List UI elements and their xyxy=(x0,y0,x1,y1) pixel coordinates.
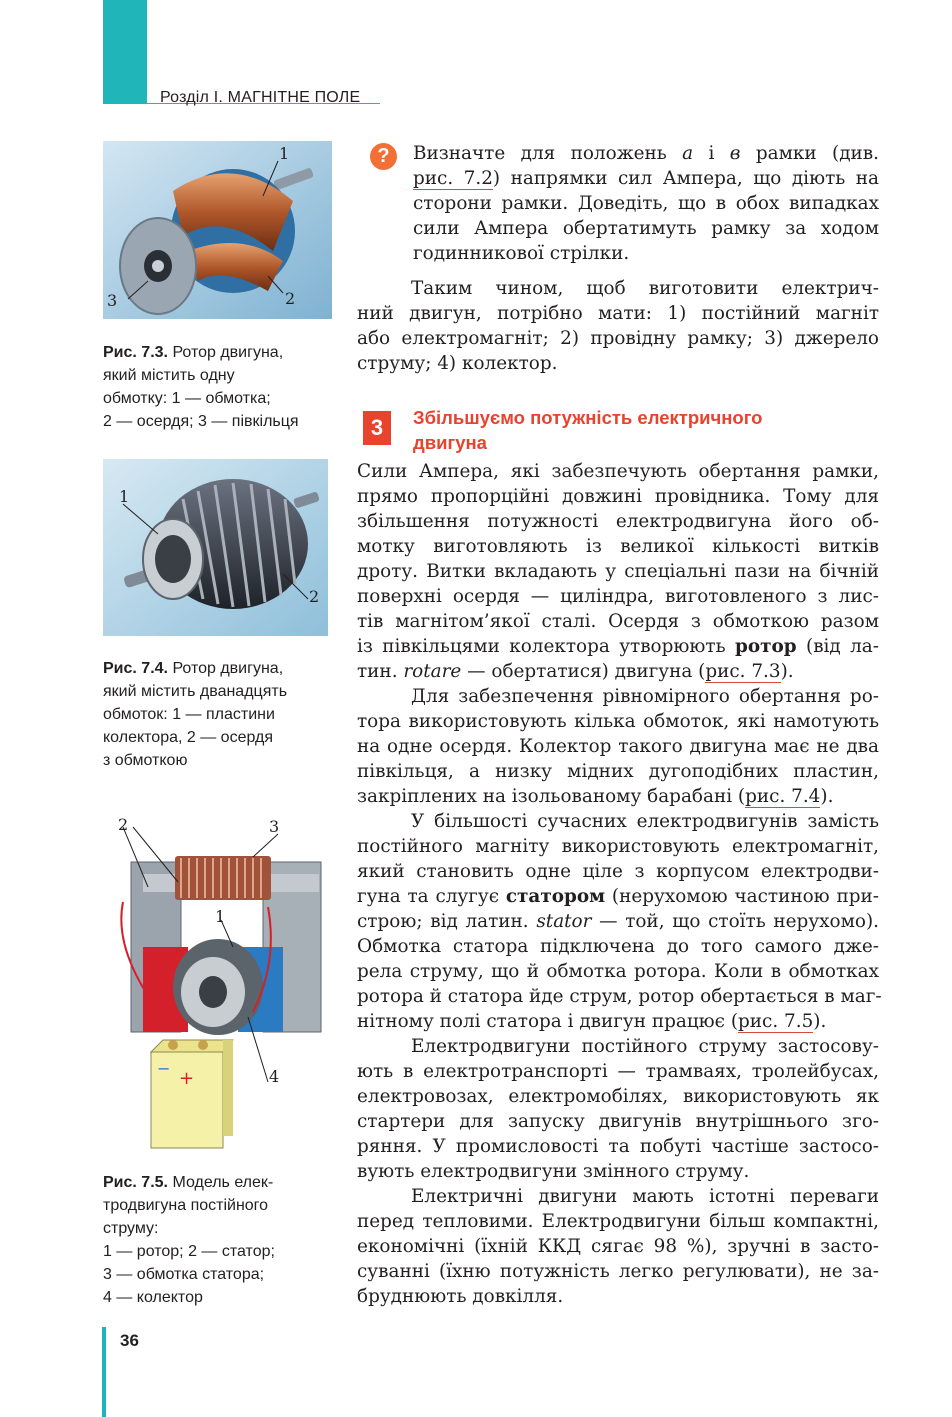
paragraph-line: суванні (їхню потужність легко регулювати), не за- xyxy=(357,1261,879,1282)
paragraph-line: економічні (їхній ККД сягає 98 %), зручні в засто- xyxy=(357,1236,879,1257)
paragraph-line: Електричні двигуни мають істотні переваги xyxy=(411,1186,879,1207)
chapter-tab xyxy=(103,0,147,104)
caption-text: Ротор двигуна, xyxy=(172,660,284,677)
paragraph-line: ють в електротранспорті — трамваях, тролейбусах, xyxy=(357,1061,879,1082)
paragraph-line: закріплених на ізольованому барабані (рис. 7.4). xyxy=(357,786,834,807)
caption-text: колектора, 2 — осердя xyxy=(103,729,273,746)
paragraph-line: постійного магніту використовують електромагніт, xyxy=(357,836,879,857)
body-text xyxy=(357,459,882,1309)
figure-7-4-caption xyxy=(103,657,338,772)
caption-label: Рис. 7.4. xyxy=(103,660,168,677)
section-title-line: Збільшуємо потужність електричного xyxy=(413,407,763,428)
battery-minus: − xyxy=(157,1059,171,1078)
fig73-label-2: 2 xyxy=(285,289,296,308)
question-icon: ? xyxy=(370,143,397,170)
fig75-label-2: 2 xyxy=(118,815,129,834)
paragraph-line: вують електродвигуни змінного струму. xyxy=(357,1161,750,1182)
figure-7-3-caption xyxy=(103,341,338,433)
paragraph-line: збільшення потужності електродвигуна його об- xyxy=(357,511,879,532)
paragraph-line: ний двигун, потрібно мати: 1) постійний магніт xyxy=(357,303,879,324)
paragraph-line: стартери для запуску двигунів внутрішнього зго- xyxy=(357,1111,879,1132)
fig75-label-4: 4 xyxy=(269,1067,280,1086)
paragraph-line: Обмотка статора підключена до того самого дже- xyxy=(357,936,879,957)
running-header: Розділ І. МАГНІТНЕ ПОЛЕ xyxy=(160,89,361,106)
paragraph-line: або електромагніт; 2) провідну рамку; 3) джерело xyxy=(357,328,879,349)
fig75-label-3: 3 xyxy=(269,817,280,836)
paragraph-line: рела струму, що й обмотка ротора. Коли в обмотках xyxy=(357,961,879,982)
paragraph-line: струму; 4) колектор. xyxy=(357,353,558,374)
caption-text: 4 — колектор xyxy=(103,1289,203,1306)
caption-text: Ротор двигуна, xyxy=(172,344,284,361)
paragraph-line: тора використовують кілька обмоток, які намотують xyxy=(357,711,879,732)
fig74-label-2: 2 xyxy=(309,587,320,606)
caption-text: 2 — осердя; 3 — півкільця xyxy=(103,413,299,430)
page-number: 36 xyxy=(120,1331,139,1350)
paragraph-line: гуна та слугує статором (нерухомою частиною при- xyxy=(357,886,879,907)
caption-text: 3 — обмотка статора; xyxy=(103,1266,265,1283)
paragraph-line: Електродвигуни постійного струму застосову- xyxy=(411,1036,879,1057)
paragraph-line: півкільця, а низку мідних дугоподібних пластин, xyxy=(357,761,879,782)
caption-text: 1 — ротор; 2 — статор; xyxy=(103,1243,275,1260)
fig73-label-1: 1 xyxy=(279,144,290,163)
caption-text: тродвигуна постійного xyxy=(103,1197,269,1214)
paragraph-line: Таким чином, щоб виготовити електрич- xyxy=(411,278,879,299)
battery-plus: + xyxy=(179,1068,195,1089)
paragraph-line: який становить одне ціле з корпусом електродви- xyxy=(357,861,879,882)
fig74-label-1: 1 xyxy=(119,487,130,506)
paragraph-line: ротора й статора йде струм, ротор обертається в маг- xyxy=(357,986,882,1007)
paragraph-line: строю; від латин. stator — той, що стоїть нерухомо). xyxy=(357,911,879,932)
paragraph-line: із півкільцями колектора утворюють ротор (від ла- xyxy=(357,636,879,657)
paragraph-line: прямо пропорційні довжині провідника. Тому для xyxy=(357,486,879,507)
paragraph-line: Сили Ампера, які забезпечують обертання рамки, xyxy=(357,461,879,482)
question-line: рис. 7.2) напрямки сил Ампера, що діють на xyxy=(413,168,879,189)
page-bar xyxy=(102,1327,106,1417)
paragraph-line: тин. rotare — обертатися) двигуна (рис. 7.3). xyxy=(357,661,794,682)
paragraph-line: нітному полі статора і двигун працює (рис. 7.5). xyxy=(357,1011,827,1032)
section-number-badge: 3 xyxy=(363,411,391,445)
caption-text: струму: xyxy=(103,1220,159,1237)
caption-label: Рис. 7.3. xyxy=(103,344,168,361)
question-line: сторони рамки. Доведіть, що в обох випадках xyxy=(413,193,879,214)
figure-7-5-caption xyxy=(103,1171,338,1309)
paragraph-line: поверхні осердя — циліндра, виготовленого з лис- xyxy=(357,586,879,607)
figure-7-4-image xyxy=(103,459,328,640)
paragraph-line: перед тепловими. Електродвигуни більш компактні, xyxy=(357,1211,879,1232)
figure-7-3-image xyxy=(103,141,332,323)
caption-text: з обмоткою xyxy=(103,752,188,769)
question-line: годинникової стрілки. xyxy=(413,243,630,264)
section-title xyxy=(413,405,833,455)
paragraph-line: ряння. У промисловості та побуті частіше застосо- xyxy=(357,1136,879,1157)
figure-7-5-image xyxy=(103,812,338,1161)
paragraph-line: дроту. Витки вкладають у спеціальні пази на бічній xyxy=(357,561,879,582)
fig75-label-1: 1 xyxy=(215,907,226,926)
question-line: сили Ампера обертатимуть рамку за ходом xyxy=(413,218,879,239)
paragraph-line: мотку виготовляють із великої кількості витків xyxy=(357,536,879,557)
question-line: Визначте для положень а і в рамки (див. xyxy=(413,143,879,164)
paragraph-line: Для забезпечення рівномірного обертання ро- xyxy=(411,686,879,707)
intro-paragraph xyxy=(357,276,879,376)
fig73-label-3: 3 xyxy=(107,291,118,310)
caption-text: який містить одну xyxy=(103,367,235,384)
paragraph-line: електровозах, електромобілях, використовують як xyxy=(357,1086,879,1107)
paragraph-line: бруднюють довкілля. xyxy=(357,1286,564,1307)
caption-text: обмотку: 1 — обмотка; xyxy=(103,390,271,407)
question-text xyxy=(413,141,879,266)
caption-text: Модель елек- xyxy=(172,1174,274,1191)
section-title-line: двигуна xyxy=(413,432,487,453)
paragraph-line: на одне осердя. Колектор такого двигуна має не два xyxy=(357,736,879,757)
caption-label: Рис. 7.5. xyxy=(103,1174,168,1191)
paragraph-line: У більшості сучасних електродвигунів замість xyxy=(411,811,879,832)
caption-text: який містить дванадцять xyxy=(103,683,288,700)
paragraph-line: тів магнітом’якої сталі. Осердя з обмоткою разом xyxy=(357,611,879,632)
caption-text: обмоток: 1 — пластини xyxy=(103,706,275,723)
